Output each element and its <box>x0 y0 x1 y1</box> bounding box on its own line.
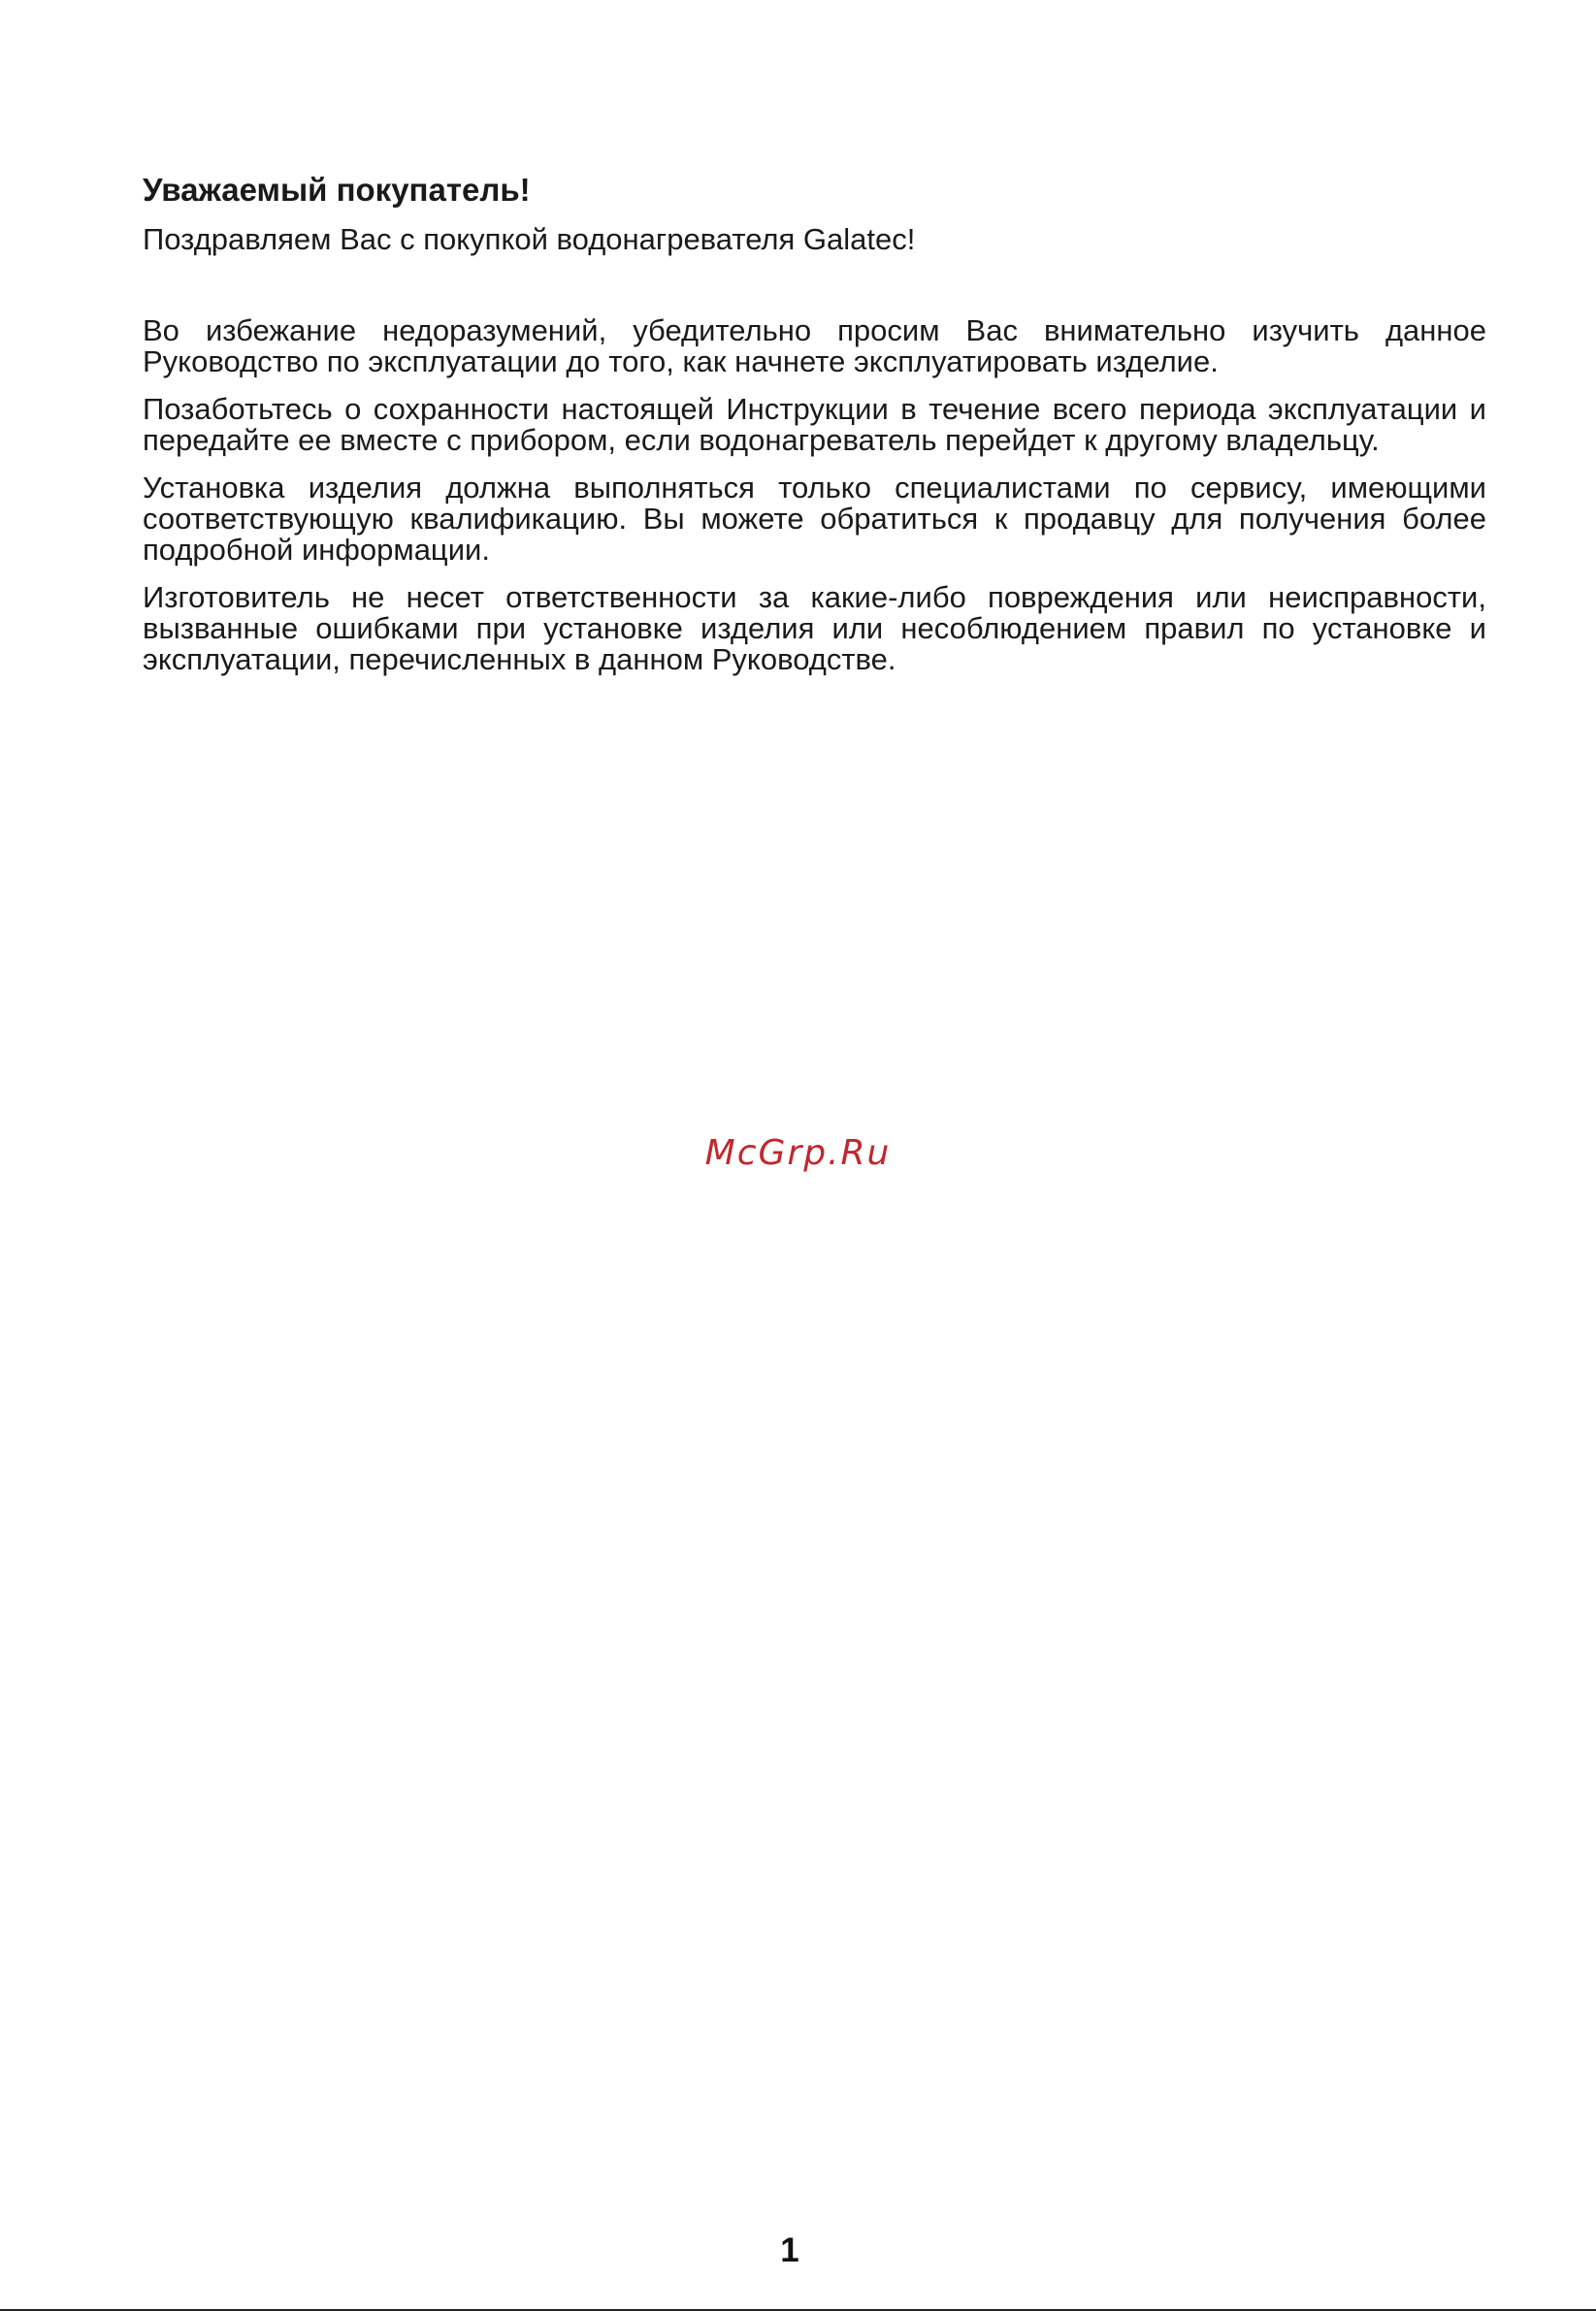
paragraph-liability: Изготовитель не несет ответственности за какие-либо повреждения или неисправности, вызванные ошибками при установке изделия или несоблюдением правил по установке и эксплуатации, перечисленных в данном Руководстве. <box>143 580 1486 676</box>
page-content <box>143 169 1486 692</box>
greeting-text: Поздравляем Вас с покупкой водонагревателя Galatec! <box>143 222 916 256</box>
paragraph-read-manual: Во избежание недоразумений, убедительно просим Вас внимательно изучить данное Руководство по эксплуатации до того, как начнете эксплуатировать изделие. <box>143 313 1486 378</box>
watermark-text: McGrp.Ru <box>704 1133 892 1173</box>
body-paragraphs <box>143 315 1486 675</box>
page-heading: Уважаемый покупатель! <box>143 172 531 208</box>
paragraph-keep-instructions: Позаботьтесь о сохранности настоящей Инструкции в течение всего периода эксплуатации и передайте ее вместе с прибором, если водонагреватель перейдет к другому владельцу. <box>143 392 1486 457</box>
paragraph-installation: Установка изделия должна выполняться только специалистами по сервису, имеющими соответствующую квалификацию. Вы можете обратиться к продавцу для получения более подробной информации. <box>143 471 1486 567</box>
page-number: 1 <box>780 2231 799 2269</box>
